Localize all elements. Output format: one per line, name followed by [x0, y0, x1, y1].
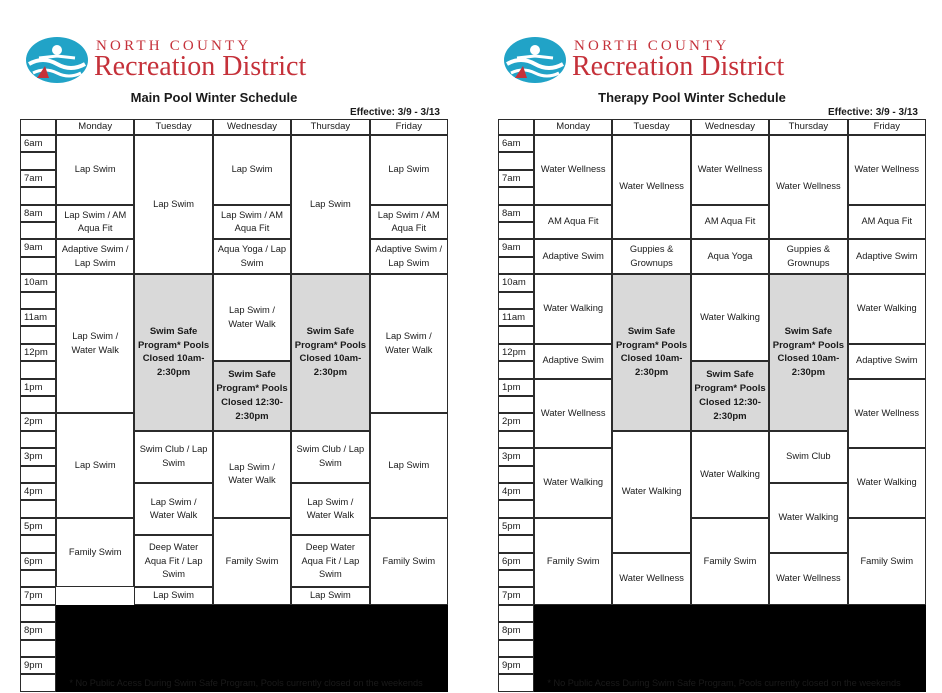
activity-block: Swim Club [769, 431, 847, 483]
time-label: 8am [20, 205, 56, 222]
time-label: 6am [498, 135, 534, 152]
time-half-slot [20, 570, 56, 587]
closed-block: Swim Safe Program* Pools Closed 12:30-2:30pm [213, 361, 291, 431]
day-header: Tuesday [612, 119, 690, 135]
main-pool-schedule [20, 0, 472, 693]
activity-block: Lap Swim [213, 135, 291, 205]
activity-block: Lap Swim [370, 135, 448, 205]
time-half-slot [20, 152, 56, 169]
org-name-main: Recreation District [572, 51, 785, 82]
closed-block: Swim Safe Program* Pools Closed 10am-2:30pm [769, 274, 847, 431]
activity-block: AM Aqua Fit [691, 205, 769, 240]
activity-block: Adaptive Swim / Lap Swim [56, 239, 134, 274]
activity-block: Family Swim [848, 518, 926, 605]
time-label: 7pm [20, 587, 56, 604]
activity-block: Lap Swim [291, 587, 369, 604]
activity-block: Water Wellness [612, 135, 690, 239]
activity-block: Water Walking [848, 448, 926, 518]
time-half-slot [20, 605, 56, 622]
time-half-slot [498, 187, 534, 204]
activity-block: Aqua Yoga [691, 239, 769, 274]
time-label: 5pm [498, 518, 534, 535]
time-half-slot [498, 466, 534, 483]
activity-block: Lap Swim [134, 587, 212, 604]
org-name-main: Recreation District [94, 51, 307, 82]
activity-block: Deep Water Aqua Fit / Lap Swim [291, 535, 369, 587]
activity-block: Water Wellness [691, 135, 769, 205]
schedule-title: Therapy Pool Winter Schedule [598, 90, 786, 105]
activity-block: Adaptive Swim / Lap Swim [370, 239, 448, 274]
time-label: 9am [498, 239, 534, 256]
day-header: Wednesday [691, 119, 769, 135]
time-label: 9am [20, 239, 56, 256]
time-label: 11am [498, 309, 534, 326]
activity-block: Adaptive Swim [534, 239, 612, 274]
activity-block: Water Walking [612, 431, 690, 553]
time-label: 2pm [498, 413, 534, 430]
time-half-slot [20, 361, 56, 378]
day-header: Thursday [769, 119, 847, 135]
time-half-slot [20, 466, 56, 483]
activity-block: Family Swim [213, 518, 291, 605]
activity-block: Lap Swim / AM Aqua Fit [370, 205, 448, 240]
time-label: 8am [498, 205, 534, 222]
time-label: 4pm [20, 483, 56, 500]
time-half-slot [20, 500, 56, 517]
header-corner [498, 119, 534, 135]
activity-block: Water Wellness [769, 135, 847, 239]
time-label: 8pm [498, 622, 534, 639]
time-label: 11am [20, 309, 56, 326]
time-half-slot [498, 500, 534, 517]
time-label: 6pm [20, 553, 56, 570]
activity-block: Family Swim [370, 518, 448, 605]
time-label: 6am [20, 135, 56, 152]
time-half-slot [20, 187, 56, 204]
activity-block: Aqua Yoga / Lap Swim [213, 239, 291, 274]
time-label: 12pm [498, 344, 534, 361]
schedule-title: Main Pool Winter Schedule [130, 90, 298, 105]
activity-block: Lap Swim [56, 413, 134, 517]
time-half-slot [498, 222, 534, 239]
footnote: * No Public Acess During Swim Safe Program, Pools currently closed on the weekends [69, 678, 423, 688]
time-label: 9pm [498, 657, 534, 674]
time-label: 3pm [498, 448, 534, 465]
time-half-slot [498, 257, 534, 274]
time-half-slot [498, 396, 534, 413]
time-label: 7pm [498, 587, 534, 604]
activity-block: Water Wellness [612, 553, 690, 605]
time-label: 7am [20, 170, 56, 187]
activity-block: Water Walking [769, 483, 847, 553]
activity-block: Guppies & Grownups [612, 239, 690, 274]
activity-block: Lap Swim [370, 413, 448, 517]
day-header: Friday [370, 119, 448, 135]
time-half-slot [20, 396, 56, 413]
schedule-grid [20, 119, 472, 675]
activity-block: Family Swim [534, 518, 612, 605]
time-label: 9pm [20, 657, 56, 674]
time-half-slot [20, 431, 56, 448]
org-name-top: NORTH COUNTY [96, 38, 252, 54]
time-label: 1pm [498, 379, 534, 396]
activity-block: AM Aqua Fit [848, 205, 926, 240]
time-label: 5pm [20, 518, 56, 535]
time-half-slot [20, 292, 56, 309]
activity-block: Water Walking [848, 274, 926, 344]
activity-block: Lap Swim / AM Aqua Fit [56, 205, 134, 240]
activity-block: Water Wellness [848, 135, 926, 205]
activity-block: Water Walking [691, 274, 769, 361]
time-label: 10am [498, 274, 534, 291]
district-logo-icon [23, 34, 91, 86]
activity-block: Water Wellness [769, 553, 847, 605]
time-label: 10am [20, 274, 56, 291]
activity-block: Water Walking [534, 274, 612, 344]
time-half-slot [498, 152, 534, 169]
footnote: * No Public Acess During Swim Safe Program, Pools currently closed on the weekends [547, 678, 901, 688]
activity-block: Guppies & Grownups [769, 239, 847, 274]
activity-block: Lap Swim / Water Walk [213, 274, 291, 361]
day-header: Thursday [291, 119, 369, 135]
header-corner [20, 119, 56, 135]
activity-block: Water Walking [534, 448, 612, 518]
district-logo-icon [501, 34, 569, 86]
time-half-slot [20, 257, 56, 274]
activity-block: Lap Swim / Water Walk [56, 274, 134, 413]
activity-block: Lap Swim / Water Walk [213, 431, 291, 518]
time-half-slot [498, 292, 534, 309]
activity-block: Family Swim [691, 518, 769, 605]
activity-block: Water Walking [691, 431, 769, 518]
time-label: 8pm [20, 622, 56, 639]
effective-dates: Effective: 3/9 - 3/13 [349, 107, 440, 118]
activity-block: Swim Club / Lap Swim [134, 431, 212, 483]
time-half-slot [498, 535, 534, 552]
therapy-pool-schedule [498, 0, 942, 693]
activity-block: AM Aqua Fit [534, 205, 612, 240]
day-header: Tuesday [134, 119, 212, 135]
activity-block: Water Wellness [848, 379, 926, 449]
activity-block: Lap Swim / AM Aqua Fit [213, 205, 291, 240]
day-header: Friday [848, 119, 926, 135]
activity-block: Adaptive Swim [848, 239, 926, 274]
day-header: Monday [56, 119, 134, 135]
closed-block: Swim Safe Program* Pools Closed 12:30-2:30pm [691, 361, 769, 431]
time-half-slot [20, 640, 56, 657]
activity-block: Lap Swim / Water Walk [370, 274, 448, 413]
activity-block: Lap Swim / Water Walk [134, 483, 212, 535]
effective-dates: Effective: 3/9 - 3/13 [827, 107, 918, 118]
day-header: Monday [534, 119, 612, 135]
time-label: 6pm [498, 553, 534, 570]
time-label: 4pm [498, 483, 534, 500]
activity-block: Lap Swim [134, 135, 212, 274]
activity-block: Lap Swim [291, 135, 369, 274]
closed-block: Swim Safe Program* Pools Closed 10am-2:30pm [291, 274, 369, 431]
activity-block: Lap Swim / Water Walk [291, 483, 369, 535]
time-half-slot [498, 326, 534, 343]
time-label: 2pm [20, 413, 56, 430]
closed-block: Swim Safe Program* Pools Closed 10am-2:30pm [134, 274, 212, 431]
time-half-slot [498, 570, 534, 587]
time-label: 1pm [20, 379, 56, 396]
day-header: Wednesday [213, 119, 291, 135]
time-label: 3pm [20, 448, 56, 465]
closed-block: Swim Safe Program* Pools Closed 10am-2:30pm [612, 274, 690, 431]
time-half-slot [498, 361, 534, 378]
time-half-slot [498, 431, 534, 448]
activity-block: Lap Swim [56, 135, 134, 205]
time-half-slot [498, 605, 534, 622]
activity-block: Family Swim [56, 518, 134, 588]
activity-block: Water Wellness [534, 379, 612, 449]
time-half-slot [20, 535, 56, 552]
time-half-slot [20, 222, 56, 239]
time-half-slot [20, 326, 56, 343]
time-label: 12pm [20, 344, 56, 361]
time-half-slot [498, 640, 534, 657]
activity-block: Deep Water Aqua Fit / Lap Swim [134, 535, 212, 587]
activity-block: Swim Club / Lap Swim [291, 431, 369, 483]
activity-block: Adaptive Swim [534, 344, 612, 379]
activity-block: Adaptive Swim [848, 344, 926, 379]
activity-block: Water Wellness [534, 135, 612, 205]
org-name-top: NORTH COUNTY [574, 38, 730, 54]
schedule-grid [498, 119, 942, 675]
time-label: 7am [498, 170, 534, 187]
